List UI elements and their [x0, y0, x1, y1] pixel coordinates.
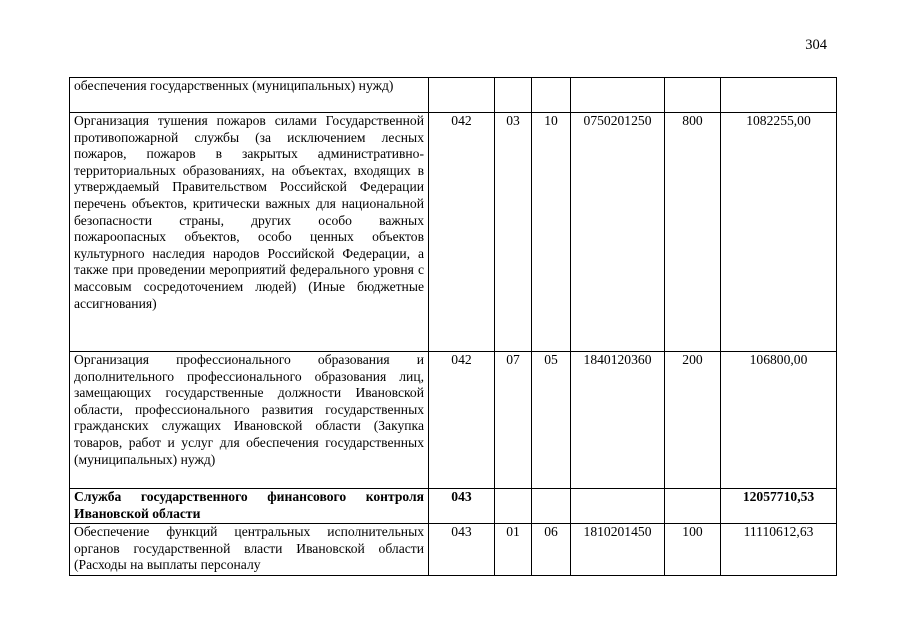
row-description: Служба государственного финансового контроля Ивановской области [70, 489, 429, 524]
row-section-code: 03 [495, 113, 532, 352]
table-row [70, 352, 837, 489]
row-expense-type: 200 [665, 352, 721, 489]
row-subsection-code [532, 78, 571, 113]
row-amount: 1082255,00 [721, 113, 837, 352]
row-expense-type: 800 [665, 113, 721, 352]
row-description: Организация профессионального образования и дополнительного профессионального образования лиц, замещающих государственные должности Ивановской области, профессионального развития государственных гражданских служащих Ивановской области (Закупка товаров, работ и услуг для обеспечения государственных (муниципальных) нужд) [70, 352, 429, 489]
row-gr-code: 043 [429, 524, 495, 576]
row-section-code [495, 489, 532, 524]
page-number: 304 [805, 37, 827, 53]
table-row [70, 524, 837, 576]
row-gr-code [429, 78, 495, 113]
row-gr-code: 042 [429, 113, 495, 352]
row-expense-type [665, 78, 721, 113]
row-gr-code: 042 [429, 352, 495, 489]
row-section-code: 07 [495, 352, 532, 489]
row-subsection-code [532, 489, 571, 524]
row-amount [721, 78, 837, 113]
row-amount: 11110612,63 [721, 524, 837, 576]
row-subsection-code: 06 [532, 524, 571, 576]
row-target-article: 1840120360 [571, 352, 665, 489]
row-amount: 106800,00 [721, 352, 837, 489]
row-subsection-code: 10 [532, 113, 571, 352]
row-description: Обеспечение функций центральных исполнительных органов государственной власти Ивановской области (Расходы на выплаты персоналу [70, 524, 429, 576]
row-target-article: 1810201450 [571, 524, 665, 576]
row-gr-code: 043 [429, 489, 495, 524]
row-target-article [571, 78, 665, 113]
row-description: обеспечения государственных (муниципальных) нужд) [70, 78, 429, 113]
row-expense-type [665, 489, 721, 524]
budget-table [69, 77, 837, 576]
row-expense-type: 100 [665, 524, 721, 576]
table-row [70, 113, 837, 352]
row-section-code [495, 78, 532, 113]
row-amount: 12057710,53 [721, 489, 837, 524]
row-target-article: 0750201250 [571, 113, 665, 352]
table-row [70, 489, 837, 524]
row-section-code: 01 [495, 524, 532, 576]
row-subsection-code: 05 [532, 352, 571, 489]
row-description: Организация тушения пожаров силами Государственной противопожарной службы (за исключением лесных пожаров, пожаров в закрытых административно-территориальных образованиях, на объектах, входящих в утверждаемый Правительством Российской Федерации перечень объектов, критически важных для национальной безопасности страны, других особо важных пожароопасных объектов, особо ценных объектов культурного наследия народов Российской Федерации, а также при проведении мероприятий федерального уровня с массовым сосредоточением людей) (Иные бюджетные ассигнования) [70, 113, 429, 352]
row-target-article [571, 489, 665, 524]
table-row [70, 78, 837, 113]
